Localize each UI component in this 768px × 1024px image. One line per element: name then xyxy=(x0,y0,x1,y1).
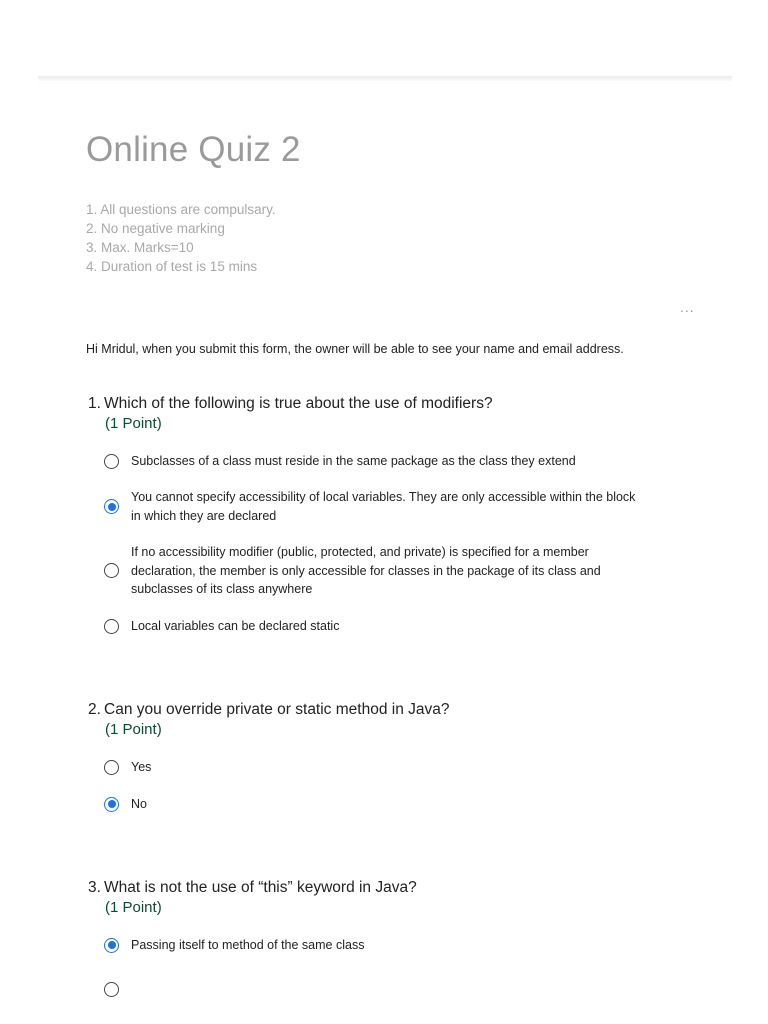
question-text: Which of the following is true about the use of modifiers? xyxy=(104,395,493,412)
form-title: Online Quiz 2 xyxy=(86,130,301,169)
question-points: (1 Point) xyxy=(105,899,162,916)
top-divider xyxy=(38,76,732,81)
answer-option[interactable] xyxy=(104,452,641,471)
question-points: (1 Point) xyxy=(105,415,162,432)
radio-button-selected[interactable] xyxy=(104,797,119,812)
question-3 xyxy=(88,879,688,1024)
rule-item: 4. Duration of test is 15 mins xyxy=(86,259,258,274)
rule-item: 2. No negative marking xyxy=(86,221,225,236)
option-label: Local variables can be declared static xyxy=(131,619,340,633)
question-title xyxy=(88,879,688,897)
radio-button[interactable] xyxy=(104,760,119,775)
answer-option[interactable] xyxy=(104,543,641,599)
option-label: Yes xyxy=(131,760,152,774)
form-description xyxy=(86,200,276,276)
answer-option[interactable] xyxy=(104,936,641,955)
question-1 xyxy=(88,395,688,645)
radio-button-selected[interactable] xyxy=(104,499,119,514)
question-text: Can you override private or static method in Java? xyxy=(104,701,450,718)
option-label: Passing itself to method of the same class xyxy=(131,938,365,952)
question-2 xyxy=(88,701,688,821)
answer-option[interactable] xyxy=(104,488,641,525)
identity-notice: Hi Mridul, when you submit this form, the owner will be able to see your name and email address. xyxy=(86,342,624,356)
question-number: 3. xyxy=(88,879,101,896)
radio-button[interactable] xyxy=(104,619,119,634)
more-options-icon[interactable]: ... xyxy=(680,299,695,315)
option-label: You cannot specify accessibility of local variables. They are only accessible within the block in which they are declared xyxy=(131,490,636,523)
rule-item: 3. Max. Marks=10 xyxy=(86,240,194,255)
radio-button-selected[interactable] xyxy=(104,938,119,953)
option-label: Subclasses of a class must reside in the same package as the class they extend xyxy=(131,454,576,468)
question-text: What is not the use of “this” keyword in Java? xyxy=(104,879,417,896)
question-number: 2. xyxy=(88,701,101,718)
radio-button[interactable] xyxy=(104,454,119,469)
question-number: 1. xyxy=(88,395,101,412)
answer-option[interactable] xyxy=(104,982,641,997)
radio-button[interactable] xyxy=(104,982,119,997)
radio-button[interactable] xyxy=(104,563,119,578)
option-label: If no accessibility modifier (public, protected, and private) is specified for a member declaration, the member is only accessible for classes in the package of its class and subclasses of its class anywhere xyxy=(131,545,601,596)
question-title xyxy=(88,395,688,413)
answer-option[interactable] xyxy=(104,795,641,814)
answer-option[interactable] xyxy=(104,617,641,636)
answer-option[interactable] xyxy=(104,758,641,777)
rule-item: 1. All questions are compulsary. xyxy=(86,202,276,217)
question-points: (1 Point) xyxy=(105,721,162,738)
question-title xyxy=(88,701,688,719)
option-label: No xyxy=(131,797,147,811)
